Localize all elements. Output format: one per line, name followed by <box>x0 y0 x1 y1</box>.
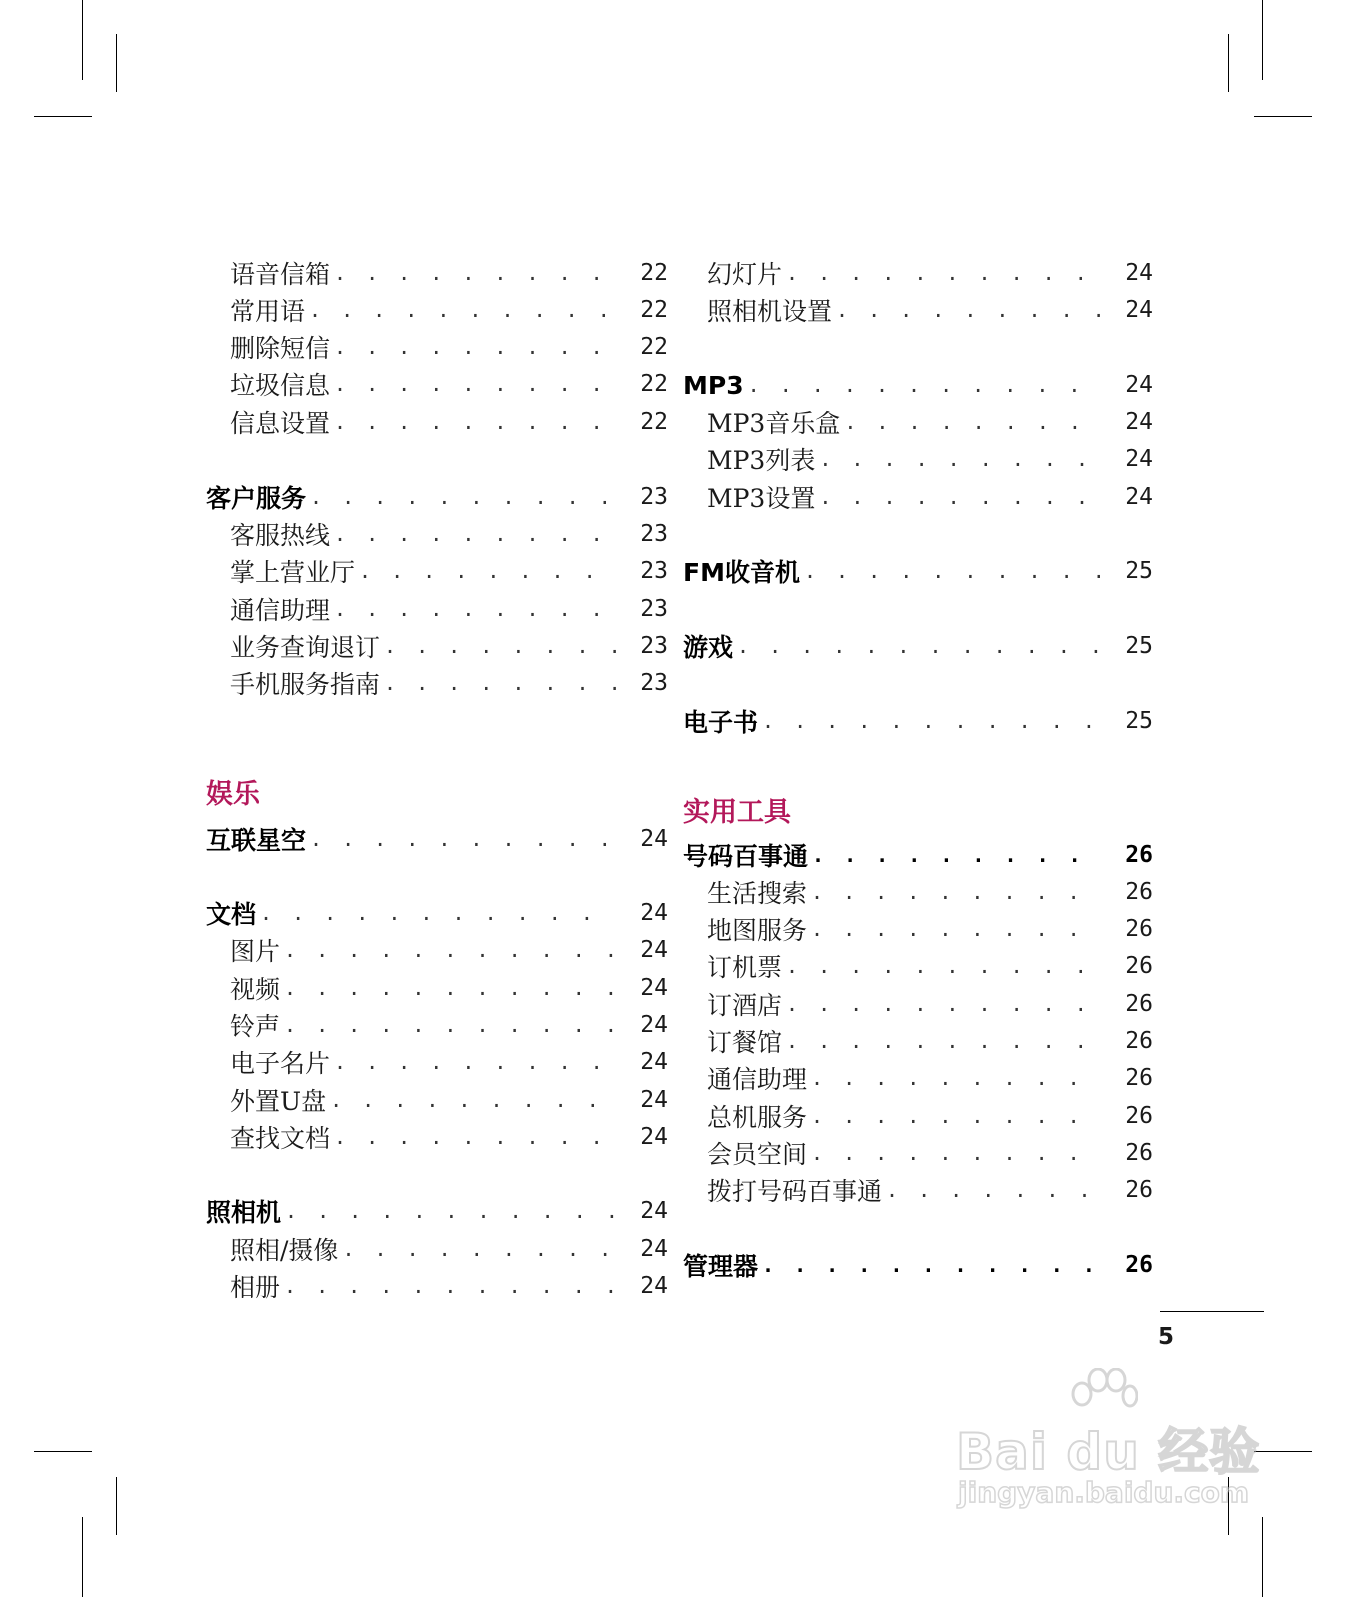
toc-entry-title: 语音信箱 <box>230 260 331 289</box>
toc-entry <box>206 256 668 290</box>
toc-leader-dots <box>334 335 616 359</box>
toc-entry-title: 删除短信 <box>230 334 331 363</box>
crop-mark <box>34 116 92 117</box>
toc-page-number: 24 <box>640 1049 668 1075</box>
toc-leader-dots <box>284 1013 616 1037</box>
toc-page-number: 24 <box>640 826 668 852</box>
toc-entry <box>683 442 1153 476</box>
toc-page-number: 26 <box>1125 1065 1153 1091</box>
section-title-entertainment: 娱乐 <box>206 779 260 810</box>
toc-leader-dots <box>285 1199 616 1223</box>
toc-leader-dots <box>786 954 1101 978</box>
toc-page-number: 26 <box>1125 916 1153 942</box>
toc-leader-dots <box>812 843 1101 867</box>
toc-entry <box>683 256 1153 290</box>
toc-page-number: 26 <box>1125 879 1153 905</box>
toc-leader-dots <box>811 880 1101 904</box>
toc-entry <box>206 330 668 364</box>
toc-entry-title: 互联星空 <box>206 826 307 855</box>
toc-entry <box>206 517 668 551</box>
toc-leader-dots <box>786 992 1101 1016</box>
toc-leader-dots <box>844 410 1101 434</box>
toc-leader-dots <box>284 1274 616 1298</box>
toc-entry <box>683 629 1153 663</box>
toc-leader-dots <box>284 976 616 1000</box>
toc-leader-dots <box>334 522 616 546</box>
page-number: 5 <box>1157 1324 1174 1350</box>
toc-leader-dots <box>334 372 616 396</box>
toc-leader-dots <box>819 447 1101 471</box>
toc-entry-title: 订餐馆 <box>707 1028 783 1057</box>
toc-leader-dots <box>819 485 1101 509</box>
toc-entry-title: 生活搜索 <box>707 879 808 908</box>
toc-page-number: 24 <box>1125 297 1153 323</box>
toc-entry <box>683 368 1153 402</box>
toc-entry <box>206 1194 668 1228</box>
toc-entry-title: 信息设置 <box>230 409 331 438</box>
toc-page-number: 23 <box>640 558 668 584</box>
toc-entry-title: 查找文档 <box>230 1124 331 1153</box>
toc-page-number: 25 <box>1125 708 1153 734</box>
toc-leader-dots <box>748 373 1101 397</box>
toc-page-number: 24 <box>640 937 668 963</box>
toc-entry <box>683 554 1153 588</box>
toc-leader-dots <box>334 597 616 621</box>
toc-leader-dots <box>804 559 1101 583</box>
toc-leader-dots <box>384 671 616 695</box>
toc-entry <box>206 822 668 856</box>
toc-entry <box>683 1099 1153 1133</box>
toc-page-number: 24 <box>640 900 668 926</box>
toc-entry-title: 掌上营业厅 <box>230 558 356 587</box>
toc-entry <box>206 405 668 439</box>
toc-entry <box>683 1024 1153 1058</box>
toc-page-number: 24 <box>640 1236 668 1262</box>
toc-entry <box>206 1232 668 1266</box>
toc-leader-dots <box>330 1088 616 1112</box>
toc-entry-title: MP3 <box>683 370 744 400</box>
toc-entry <box>206 666 668 700</box>
toc-entry <box>206 1008 668 1042</box>
toc-entry-title: 总机服务 <box>707 1103 808 1132</box>
toc-page-number: 24 <box>1125 260 1153 286</box>
toc-page-number: 23 <box>640 670 668 696</box>
toc-entry-title: 相册 <box>230 1273 281 1302</box>
toc-entry <box>683 1173 1153 1207</box>
toc-entry-title: 客服热线 <box>230 521 331 550</box>
toc-page-number: 23 <box>640 633 668 659</box>
toc-entry <box>206 971 668 1005</box>
toc-entry-title: 垃圾信息 <box>230 371 331 400</box>
toc-entry <box>206 592 668 626</box>
toc-entry <box>206 896 668 930</box>
toc-leader-dots <box>260 901 616 925</box>
toc-entry-title: 订酒店 <box>707 991 783 1020</box>
toc-entry-title: 手机服务指南 <box>230 670 381 699</box>
crop-mark <box>82 1517 83 1597</box>
toc-entry-title: 会员空间 <box>707 1140 808 1169</box>
toc-leader-dots <box>310 485 616 509</box>
toc-leader-dots <box>786 261 1101 285</box>
toc-entry <box>206 480 668 514</box>
toc-page-number: 26 <box>1125 991 1153 1017</box>
toc-entry <box>206 1045 668 1079</box>
toc-page-number: 26 <box>1125 1252 1153 1278</box>
toc-page-number: 24 <box>1125 484 1153 510</box>
toc-entry-title: 外置U盘 <box>230 1087 327 1116</box>
toc-entry <box>206 367 668 401</box>
toc-leader-dots <box>384 634 616 658</box>
toc-leader-dots <box>762 709 1101 733</box>
toc-entry-title: 业务查询退订 <box>230 633 381 662</box>
toc-entry <box>683 480 1153 514</box>
toc-leader-dots <box>811 1141 1101 1165</box>
toc-page-number: 24 <box>640 1198 668 1224</box>
crop-mark <box>116 34 117 92</box>
toc-entry-title: 幻灯片 <box>707 260 783 289</box>
toc-entry-title: 通信助理 <box>230 596 331 625</box>
toc-entry-title: 电子书 <box>683 708 759 737</box>
toc-page-number: 23 <box>640 484 668 510</box>
toc-leader-dots <box>334 261 616 285</box>
toc-entry <box>683 1248 1153 1282</box>
crop-mark <box>1254 116 1312 117</box>
toc-entry-title: 管理器 <box>683 1252 759 1281</box>
toc-entry <box>683 912 1153 946</box>
watermark-url: jingyan.baidu.com <box>958 1476 1250 1509</box>
crop-mark <box>34 1451 92 1452</box>
toc-entry-title: 订机票 <box>707 953 783 982</box>
toc-entry <box>683 704 1153 738</box>
toc-entry-title: 常用语 <box>230 297 306 326</box>
crop-mark <box>1262 1517 1263 1597</box>
toc-page-number: 22 <box>640 260 668 286</box>
watermark-logo-text: Bai du 经验 <box>956 1423 1261 1481</box>
toc-entry-title: 游戏 <box>683 633 734 662</box>
toc-entry <box>683 405 1153 439</box>
toc-entry <box>206 933 668 967</box>
toc-leader-dots <box>359 559 616 583</box>
toc-entry-title: 视频 <box>230 975 281 1004</box>
toc-leader-dots <box>284 938 616 962</box>
toc-entry-title: 电子名片 <box>230 1049 331 1078</box>
toc-leader-dots <box>334 1050 616 1074</box>
toc-entry-title: MP3设置 <box>707 484 816 513</box>
toc-page-number: 24 <box>640 1124 668 1150</box>
toc-entry-title: 号码百事通 <box>683 842 809 871</box>
toc-page-number: 22 <box>640 297 668 323</box>
toc-entry-title: 通信助理 <box>707 1065 808 1094</box>
toc-entry <box>683 875 1153 909</box>
toc-entry-title: 拨打号码百事通 <box>707 1177 883 1206</box>
toc-page-number: 26 <box>1125 1028 1153 1054</box>
toc-leader-dots <box>334 410 616 434</box>
toc-entry-title: 地图服务 <box>707 916 808 945</box>
toc-entry-title: 图片 <box>230 937 281 966</box>
toc-entry-title: MP3音乐盒 <box>707 409 841 438</box>
toc-page-number: 22 <box>640 409 668 435</box>
toc-entry <box>683 1136 1153 1170</box>
toc-leader-dots <box>737 634 1101 658</box>
toc-page-number: 24 <box>640 1012 668 1038</box>
toc-page-number: 26 <box>1125 1103 1153 1129</box>
toc-page-number: 24 <box>640 975 668 1001</box>
toc-page-number: 24 <box>1125 372 1153 398</box>
toc-page-number: 26 <box>1125 953 1153 979</box>
toc-page-number: 23 <box>640 521 668 547</box>
toc-leader-dots <box>342 1237 616 1261</box>
toc-entry <box>683 949 1153 983</box>
toc-entry <box>206 293 668 327</box>
crop-mark <box>116 1477 117 1535</box>
toc-leader-dots <box>811 917 1101 941</box>
toc-entry <box>683 1061 1153 1095</box>
toc-leader-dots <box>836 298 1101 322</box>
toc-entry-title: FM收音机 <box>683 558 800 587</box>
toc-page-number: 24 <box>1125 446 1153 472</box>
toc-page-number: 25 <box>1125 633 1153 659</box>
toc-entry-title: 铃声 <box>230 1012 281 1041</box>
toc-entry-title: 照相机设置 <box>707 297 833 326</box>
toc-entry <box>206 554 668 588</box>
section-title-tools: 实用工具 <box>683 797 791 828</box>
toc-page-number: 24 <box>640 1087 668 1113</box>
toc-page-number: 24 <box>1125 409 1153 435</box>
toc-leader-dots <box>786 1029 1101 1053</box>
toc-leader-dots <box>334 1125 616 1149</box>
baidu-jingyan-watermark <box>950 1368 1270 1518</box>
toc-entry <box>683 293 1153 327</box>
crop-mark <box>1262 0 1263 80</box>
toc-page-number: 22 <box>640 334 668 360</box>
crop-mark <box>1228 34 1229 92</box>
toc-entry <box>683 987 1153 1021</box>
toc-leader-dots <box>811 1104 1101 1128</box>
toc-page-number: 24 <box>640 1273 668 1299</box>
toc-entry-title: MP3列表 <box>707 446 816 475</box>
toc-leader-dots <box>309 298 616 322</box>
toc-entry-title: 照相机 <box>206 1198 282 1227</box>
toc-entry <box>206 1120 668 1154</box>
crop-mark <box>82 0 83 80</box>
toc-page-number: 26 <box>1125 842 1153 868</box>
toc-page-number: 26 <box>1125 1140 1153 1166</box>
toc-entry-title: 客户服务 <box>206 484 307 513</box>
toc-page-number: 23 <box>640 596 668 622</box>
toc-leader-dots <box>310 827 616 851</box>
toc-leader-dots <box>886 1178 1101 1202</box>
toc-entry <box>683 838 1153 872</box>
toc-page-number: 26 <box>1125 1177 1153 1203</box>
toc-leader-dots <box>811 1066 1101 1090</box>
toc-page-number: 22 <box>640 371 668 397</box>
toc-leader-dots <box>762 1253 1101 1277</box>
toc-page-number: 25 <box>1125 558 1153 584</box>
toc-entry <box>206 1083 668 1117</box>
toc-entry <box>206 1269 668 1303</box>
toc-entry-title: 文档 <box>206 900 257 929</box>
page-number-rule <box>1160 1311 1264 1312</box>
toc-entry <box>206 629 668 663</box>
toc-entry-title: 照相/摄像 <box>230 1236 339 1265</box>
